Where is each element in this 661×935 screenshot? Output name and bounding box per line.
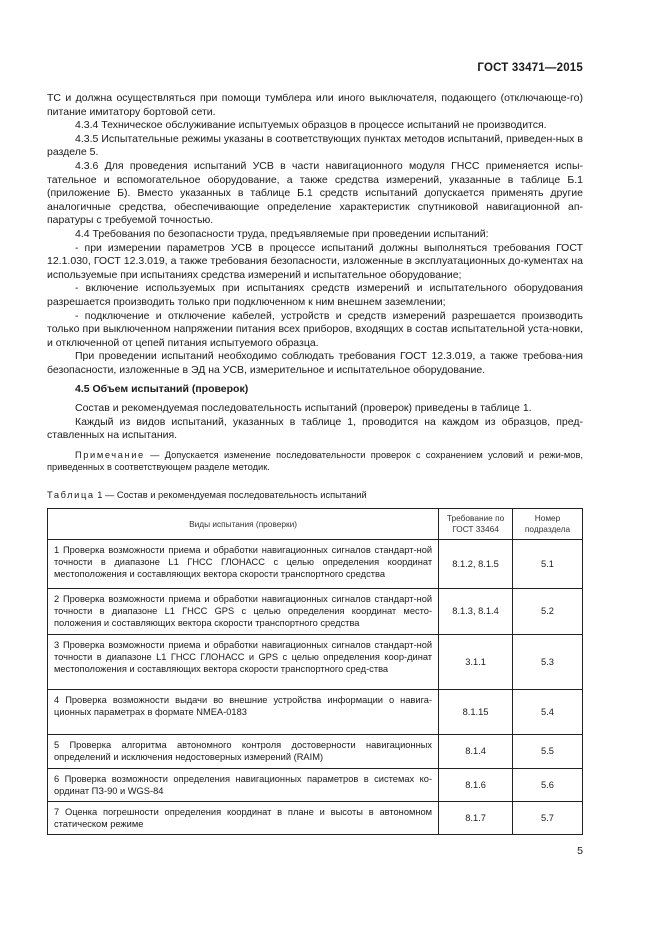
subsection: 5.7: [513, 802, 583, 835]
test-name: 1 Проверка возможности приема и обработки навигационных сигналов стандарт-ной точности в диапазоне L1 ГНСС ГЛОНАСС с целью определения координат местоположения и составляющих вектора скорости транспортного средства: [48, 540, 439, 589]
list-item: - при измерении параметров УСВ в процессе испытаний должны выполняться требования ГОСТ 12.1.030, ГОСТ 12.3.019, а также требования безопасности, изложенные в эксплуатационных до-кументах на используемые при испытаниях средства измерений и испытательное оборудование;: [47, 241, 583, 281]
subsection: 5.4: [513, 689, 583, 734]
page-number: 5: [577, 845, 583, 857]
list-item: - включение используемых при испытаниях средств измерений и испытательного оборудования разрешается производить только при подключенном к ним внешнем заземлении;: [47, 282, 583, 308]
requirement: 8.1.15: [439, 689, 513, 734]
paragraph: 4.3.6 Для проведения испытаний УСВ в части навигационного модуля ГНСС применяется испы-тательное и вспомогательное оборудование, а также средства измерений, указанные в таблице Б.1 (приложение Б). Вместо указанных в таблице Б.1 средств испытаний допускается применять другие аналогичные средства, обеспечивающие определение характеристик спутниковой навигационной ап-паратуры с требуемой точностью.: [47, 159, 583, 227]
section-title: 4.5 Объем испытаний (проверок): [75, 383, 249, 396]
subsection: 5.3: [513, 634, 583, 689]
table-caption-label: Таблица: [47, 490, 95, 500]
table-row: [48, 689, 583, 734]
table-row: [48, 768, 583, 801]
table-row: [48, 802, 583, 835]
requirement: 8.1.3, 8.1.4: [439, 589, 513, 635]
note-label: Примечание: [75, 449, 145, 460]
column-header-name: Виды испытания (проверки): [48, 509, 439, 540]
paragraph: Состав и рекомендуемая последовательность испытаний (проверок) приведены в таблице 1.: [75, 402, 532, 415]
table-row: [48, 734, 583, 768]
table-row: [48, 589, 583, 635]
table-caption-text: 1 — Состав и рекомендуемая последовательность испытаний: [94, 490, 367, 500]
table-header-row: [48, 509, 583, 540]
test-name: 6 Проверка возможности определения навигационных параметров в системах ко-ординат ПЗ-90 и WGS-84: [48, 768, 439, 801]
requirement: 8.1.2, 8.1.5: [439, 540, 513, 589]
column-header-subsection: Номер подраздела: [513, 509, 583, 540]
test-name: 5 Проверка алгоритма автономного контроля достоверности навигационных определений и исключения недостоверных измерений (RAIM): [48, 734, 439, 768]
paragraph: 4.3.4 Техническое обслуживание испытуемых образцов в процессе испытаний не производится.: [75, 119, 547, 132]
subsection: 5.5: [513, 734, 583, 768]
table-caption: [47, 490, 367, 500]
subsection: 5.6: [513, 768, 583, 801]
test-name: 3 Проверка возможности приема и обработки навигационных сигналов стандарт-ной точности в диапазоне L1 ГНСС ГЛОНАСС и GPS с целью определения коор-динат местоположения и составляющих вектора скорости транспортного сред-ства: [48, 634, 439, 689]
column-header-requirement: Требование по ГОСТ 33464: [439, 509, 513, 540]
subsection: 5.2: [513, 589, 583, 635]
requirement: 8.1.6: [439, 768, 513, 801]
note: [47, 449, 583, 474]
paragraph: Каждый из видов испытаний, указанных в таблице 1, проводится на каждом из образцов, пред-ставленных на испытания.: [47, 415, 583, 442]
paragraph: При проведении испытаний необходимо соблюдать требования ГОСТ 12.3.019, а также требова-ния безопасности, изложенные в ЭД на УСВ, измерительное и испытательное оборудование.: [47, 350, 583, 376]
table-row: [48, 540, 583, 589]
subsection: 5.1: [513, 540, 583, 589]
test-name: 2 Проверка возможности приема и обработки навигационных сигналов стандарт-ной точности в диапазоне L1 ГНСС GPS с целью определения координат место-положения и составляющих вектора скорости транспортного средства: [48, 589, 439, 635]
test-name: 4 Проверка возможности выдачи во внешние устройства информации о навига-ционных параметрах в формате NMEA-0183: [48, 689, 439, 734]
test-name: 7 Оценка погрешности определения координат в плане и высоты в автономном статическом режиме: [48, 802, 439, 835]
requirement: 8.1.4: [439, 734, 513, 768]
paragraph: 4.3.5 Испытательные режимы указаны в соответствующих пунктах методов испытаний, приведен-ных в разделе 5.: [47, 132, 583, 159]
requirement: 8.1.7: [439, 802, 513, 835]
body-text: [47, 92, 583, 474]
tests-table: [47, 508, 583, 835]
list-item: - подключение и отключение кабелей, устройств и средств измерений разрешается производить только при выключенном напряжении питания всех приборов, входящих в состав испытательной уста-новки, и отключенной от цепей питания испытуемого образца.: [47, 309, 583, 349]
note-text: — Допускается изменение последовательности проверок с сохранением условий и режи-мов, приведенных в соответствующем разделе методик.: [47, 449, 583, 473]
requirement: 3.1.1: [439, 634, 513, 689]
document-code: ГОСТ 33471—2015: [477, 62, 583, 74]
paragraph: ТС и должна осуществляться при помощи тумблера или иного выключателя, подающего (отключающе-го) питание имитатору бортовой сети.: [47, 92, 583, 118]
paragraph: 4.4 Требования по безопасности труда, предъявляемые при проведении испытаний:: [75, 227, 489, 240]
table-row: [48, 634, 583, 689]
